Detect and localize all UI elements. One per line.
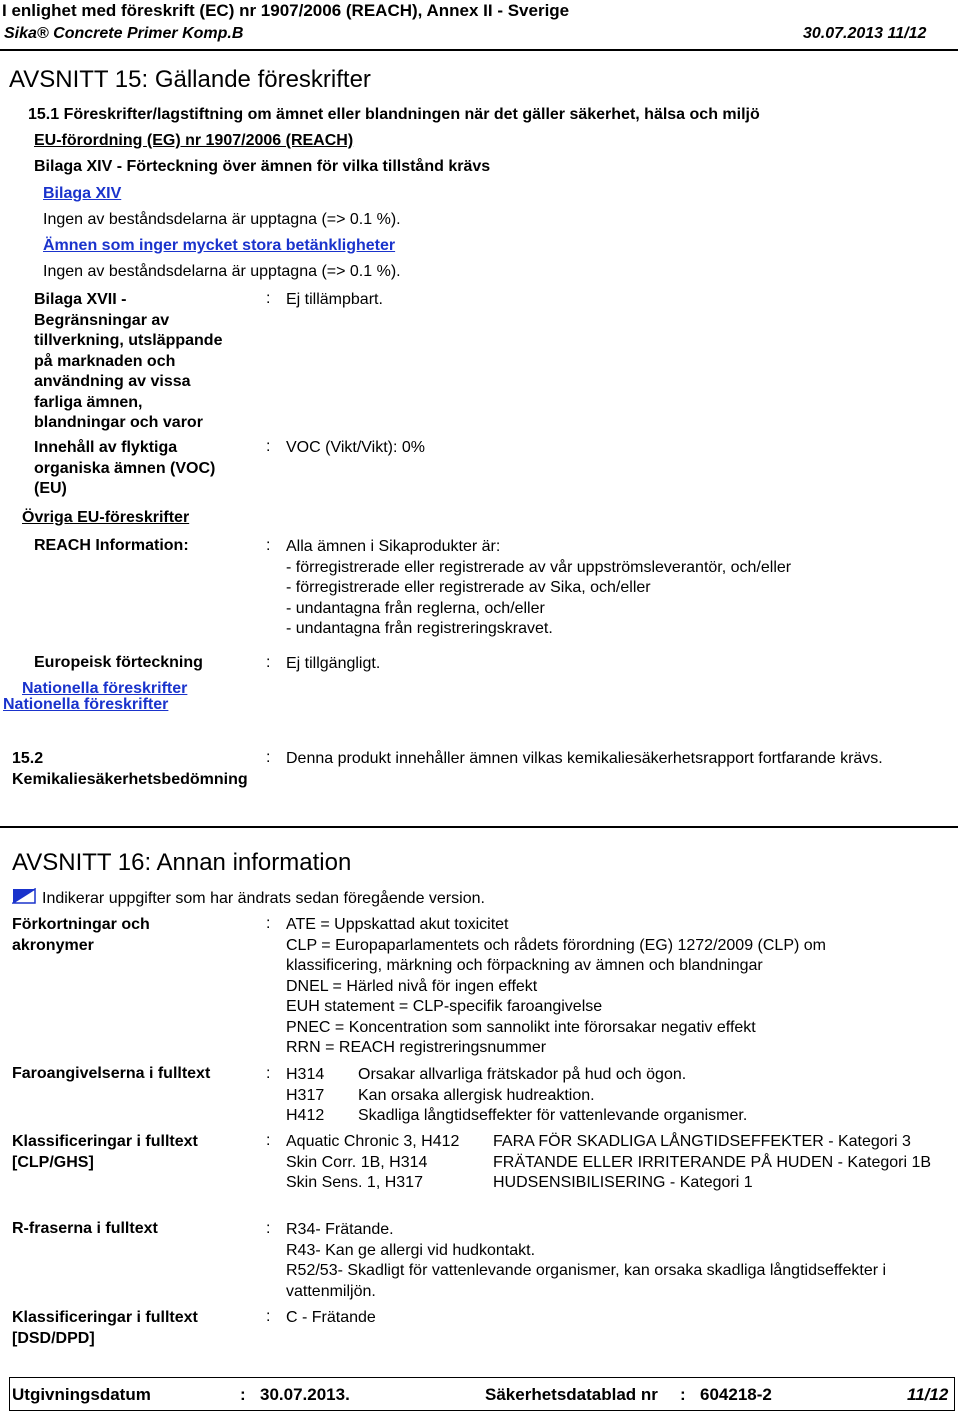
- footer-colon: :: [680, 1385, 686, 1404]
- clp-classification-label: Klassificeringar i fulltext [CLP/GHS]: [12, 1133, 198, 1171]
- r-phrases-label: R-fraserna i fulltext: [12, 1220, 158, 1237]
- reach-information-value: Alla ämnen i Sikaprodukter är: - förregistrerade eller registrerade av vår uppströmsleverantör, och/eller - förregistrerade eller registrerade av Sika, och/eller - undantagna från reglerna, och/eller - undantagna från registreringskravet.: [286, 538, 792, 637]
- footer-box: [9, 1377, 955, 1411]
- clp-row: Skin Corr. 1B, H314 FRÄTANDE ELLER IRRITERANDE PÅ HUDEN - Kategori 1B: [286, 1153, 932, 1171]
- european-inventory-value: Ej tillgängligt.: [286, 655, 381, 672]
- colon: :: [266, 290, 271, 307]
- colon: :: [266, 915, 271, 932]
- subsection-15-1-heading: 15.1 Föreskrifter/lagstiftning om ämnet eller blandningen när det gäller säkerhet, hälsa och miljö: [28, 106, 760, 123]
- issue-date-value: 30.07.2013.: [260, 1385, 350, 1404]
- annex-14-text: Ingen av beståndsdelarna är upptagna (=> 0.1 %).: [43, 211, 401, 228]
- colon: :: [266, 749, 271, 766]
- other-eu-regulations-heading: Övriga EU-föreskrifter: [22, 509, 190, 526]
- annex-14-link[interactable]: Bilaga XIV: [43, 185, 122, 202]
- footer-colon: :: [240, 1385, 246, 1404]
- product-name: Sika® Concrete Primer Komp.B: [4, 25, 244, 42]
- chemical-safety-assessment-value: Denna produkt innehåller ämnen vilkas kemikaliesäkerhetsrapport fortfarande krävs.: [286, 750, 883, 767]
- abbreviations-value: ATE = Uppskattad akut toxicitet CLP = Europaparlamentets och rådets förordning (EG) 1272/2009 (CLP) om klassificering, märkning och förpackning av ämnen och blandningar DNEL = Härled nivå för ingen effekt EUH statement = CLP-specifik faroangivelse PNEC = Koncentration som sannolikt inte förorsakar negativ effekt RRN = REACH registreringsnummer: [286, 916, 826, 1056]
- hazard-row: H317 Kan orsaka allergisk hudreaktion.: [286, 1086, 595, 1104]
- voc-value: VOC (Vikt/Vikt): 0%: [286, 439, 425, 456]
- section-16-divider: [0, 826, 958, 828]
- hazard-row: H314 Orsakar allvarliga frätskador på hud och ögon.: [286, 1066, 687, 1083]
- hazard-row: H412 Skadliga långtidseffekter för vattenlevande organismer.: [286, 1107, 748, 1124]
- colon: :: [266, 1132, 271, 1149]
- dsd-classification-label: Klassificeringar i fulltext [DSD/DPD]: [12, 1309, 198, 1347]
- changed-marker-note: Indikerar uppgifter som har ändrats sedan föregående version.: [42, 890, 485, 907]
- issue-date-label: Utgivningsdatum: [12, 1385, 151, 1404]
- voc-label: Innehåll av flyktiga organiska ämnen (VOC) (EU): [34, 439, 216, 497]
- colon: :: [266, 1220, 271, 1237]
- reach-information-label: REACH Information:: [34, 537, 189, 554]
- svhc-text: Ingen av beståndsdelarna är upptagna (=> 0.1 %).: [43, 263, 401, 280]
- dsd-classification-value: C - Frätande: [286, 1309, 376, 1326]
- reach-heading: EU-förordning (EG) nr 1907/2006 (REACH): [34, 132, 354, 149]
- section-15-title: AVSNITT 15: Gällande föreskrifter: [9, 66, 371, 93]
- header-date-page: 30.07.2013 11/12: [803, 25, 927, 42]
- r-phrases-value: R34- Frätande. R43- Kan ge allergi vid hudkontakt. R52/53- Skadligt för vattenlevande organismer, kan orsaka skadliga långtidseffekter i vattenmiljön.: [286, 1221, 887, 1300]
- hazard-statements-label: Faroangivelserna i fulltext: [12, 1065, 211, 1082]
- clp-row: Aquatic Chronic 3, H412 FARA FÖR SKADLIGA LÅNGTIDSEFFEKTER - Kategori 3: [286, 1133, 911, 1150]
- colon: :: [266, 654, 271, 671]
- hazard-statements-table: [286, 1065, 747, 1127]
- annex-14-heading: Bilaga XIV - Förteckning över ämnen för vilka tillstånd krävs: [34, 158, 491, 175]
- footer-page-number: 11/12: [907, 1385, 949, 1404]
- sds-number-label: Säkerhetsdatablad nr: [485, 1385, 658, 1404]
- section-16-title: AVSNITT 16: Annan information: [12, 849, 352, 876]
- abbreviations-label: Förkortningar och akronymer: [12, 916, 150, 954]
- colon: :: [266, 537, 271, 554]
- sds-number-value: 604218-2: [700, 1385, 772, 1404]
- chemical-safety-assessment-label: 15.2 Kemikaliesäkerhetsbedömning: [12, 750, 248, 788]
- colon: :: [266, 1308, 271, 1325]
- header-divider: [0, 49, 958, 51]
- svhc-link[interactable]: Ämnen som inger mycket stora betänkligheter: [43, 237, 396, 254]
- european-inventory-label: Europeisk förteckning: [34, 654, 203, 671]
- clp-row: Skin Sens. 1, H317 HUDSENSIBILISERING - Kategori 1: [286, 1174, 753, 1191]
- colon: :: [266, 1065, 271, 1082]
- colon: :: [266, 438, 271, 455]
- annex-17-value: Ej tillämpbart.: [286, 291, 383, 308]
- national-regulations-link[interactable]: Nationella föreskrifter: [22, 680, 188, 697]
- clp-classification-table: [286, 1132, 958, 1194]
- national-regulations-link-2[interactable]: Nationella föreskrifter: [3, 696, 169, 713]
- document-regulation-title: I enlighet med föreskrift (EC) nr 1907/2006 (REACH), Annex II - Sverige: [2, 1, 570, 20]
- annex-17-label: Bilaga XVII - Begränsningar av tillverkning, utsläppande på marknaden och användning av vissa farliga ämnen, blandningar och varor: [34, 291, 223, 431]
- changed-marker-icon: [12, 888, 36, 904]
